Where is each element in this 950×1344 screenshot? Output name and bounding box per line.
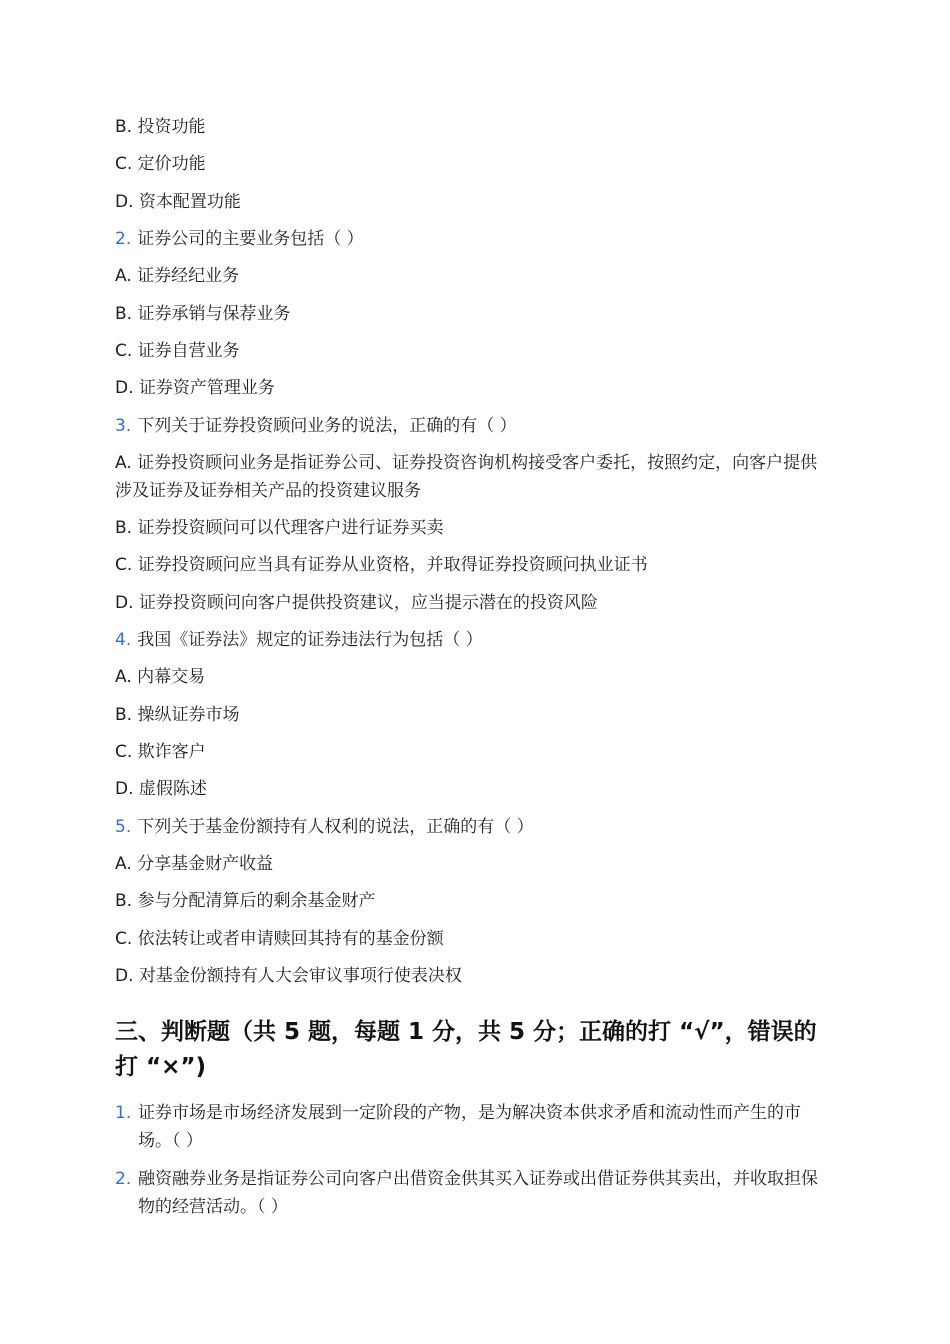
option-q1-c: C. 定价功能 [115,154,206,174]
question-number: 2. [115,229,132,249]
option-q1-b: B. 投资功能 [115,117,206,137]
question-text: 下列关于基金份额持有人权利的说法，正确的有（ ） [137,817,534,837]
question-number: 4. [115,630,132,650]
option-q4-c: C. 欺诈客户 [115,742,206,762]
option-q5-b: B. 参与分配清算后的剩余基金财产 [115,891,376,911]
question-number: 1. [115,1103,132,1123]
option-q5-c: C. 依法转让或者申请赎回其持有的基金份额 [115,929,444,949]
option-q2-b: B. 证券承销与保荐业务 [115,304,291,324]
question-3 [115,412,827,440]
option-q5-d: D. 对基金份额持有人大会审议事项行使表决权 [115,966,462,986]
question-5 [115,813,827,841]
question-text: 我国《证券法》规定的证券违法行为包括（ ） [137,630,483,650]
judgment-question-1 [115,1099,827,1155]
option-q3-a: A. 证券投资顾问业务是指证券公司、证券投资咨询机构接受客户委托，按照约定，向客户提供涉及证券及证券相关产品的投资建议服务 [115,453,818,501]
option-q4-a: A. 内幕交易 [115,667,206,687]
option-q2-c: C. 证券自营业务 [115,341,240,361]
option-q3-b: B. 证券投资顾问可以代理客户进行证券买卖 [115,518,444,538]
question-2 [115,225,827,253]
option-q4-b: B. 操纵证券市场 [115,705,240,725]
question-text: 下列关于证券投资顾问业务的说法，正确的有（ ） [137,416,517,436]
question-number: 3. [115,416,132,436]
question-text: 证券市场是市场经济发展到一定阶段的产物，是为解决资本供求矛盾和流动性而产生的市场。（ ） [138,1103,801,1151]
judgment-question-2 [115,1165,827,1221]
question-text: 融资融券业务是指证券公司向客户出借资金供其买入证券或出借证券供其卖出，并收取担保物的经营活动。（ ） [138,1169,818,1217]
question-number: 2. [115,1169,132,1189]
question-text: 证券公司的主要业务包括（ ） [137,229,364,249]
option-q3-d: D. 证券投资顾问向客户提供投资建议，应当提示潜在的投资风险 [115,593,598,613]
section-heading: 三、判断题（共 5 题，每题 1 分，共 5 分；正确的打 “√”，错误的打 “×”) [115,1019,817,1080]
option-q1-d: D. 资本配置功能 [115,192,241,212]
question-number: 5. [115,817,132,837]
option-q4-d: D. 虚假陈述 [115,779,207,799]
option-q2-d: D. 证券资产管理业务 [115,378,275,398]
option-q2-a: A. 证券经纪业务 [115,266,240,286]
option-q5-a: A. 分享基金财产收益 [115,854,274,874]
question-4 [115,626,827,654]
option-q3-c: C. 证券投资顾问应当具有证券从业资格，并取得证券投资顾问执业证书 [115,555,648,575]
